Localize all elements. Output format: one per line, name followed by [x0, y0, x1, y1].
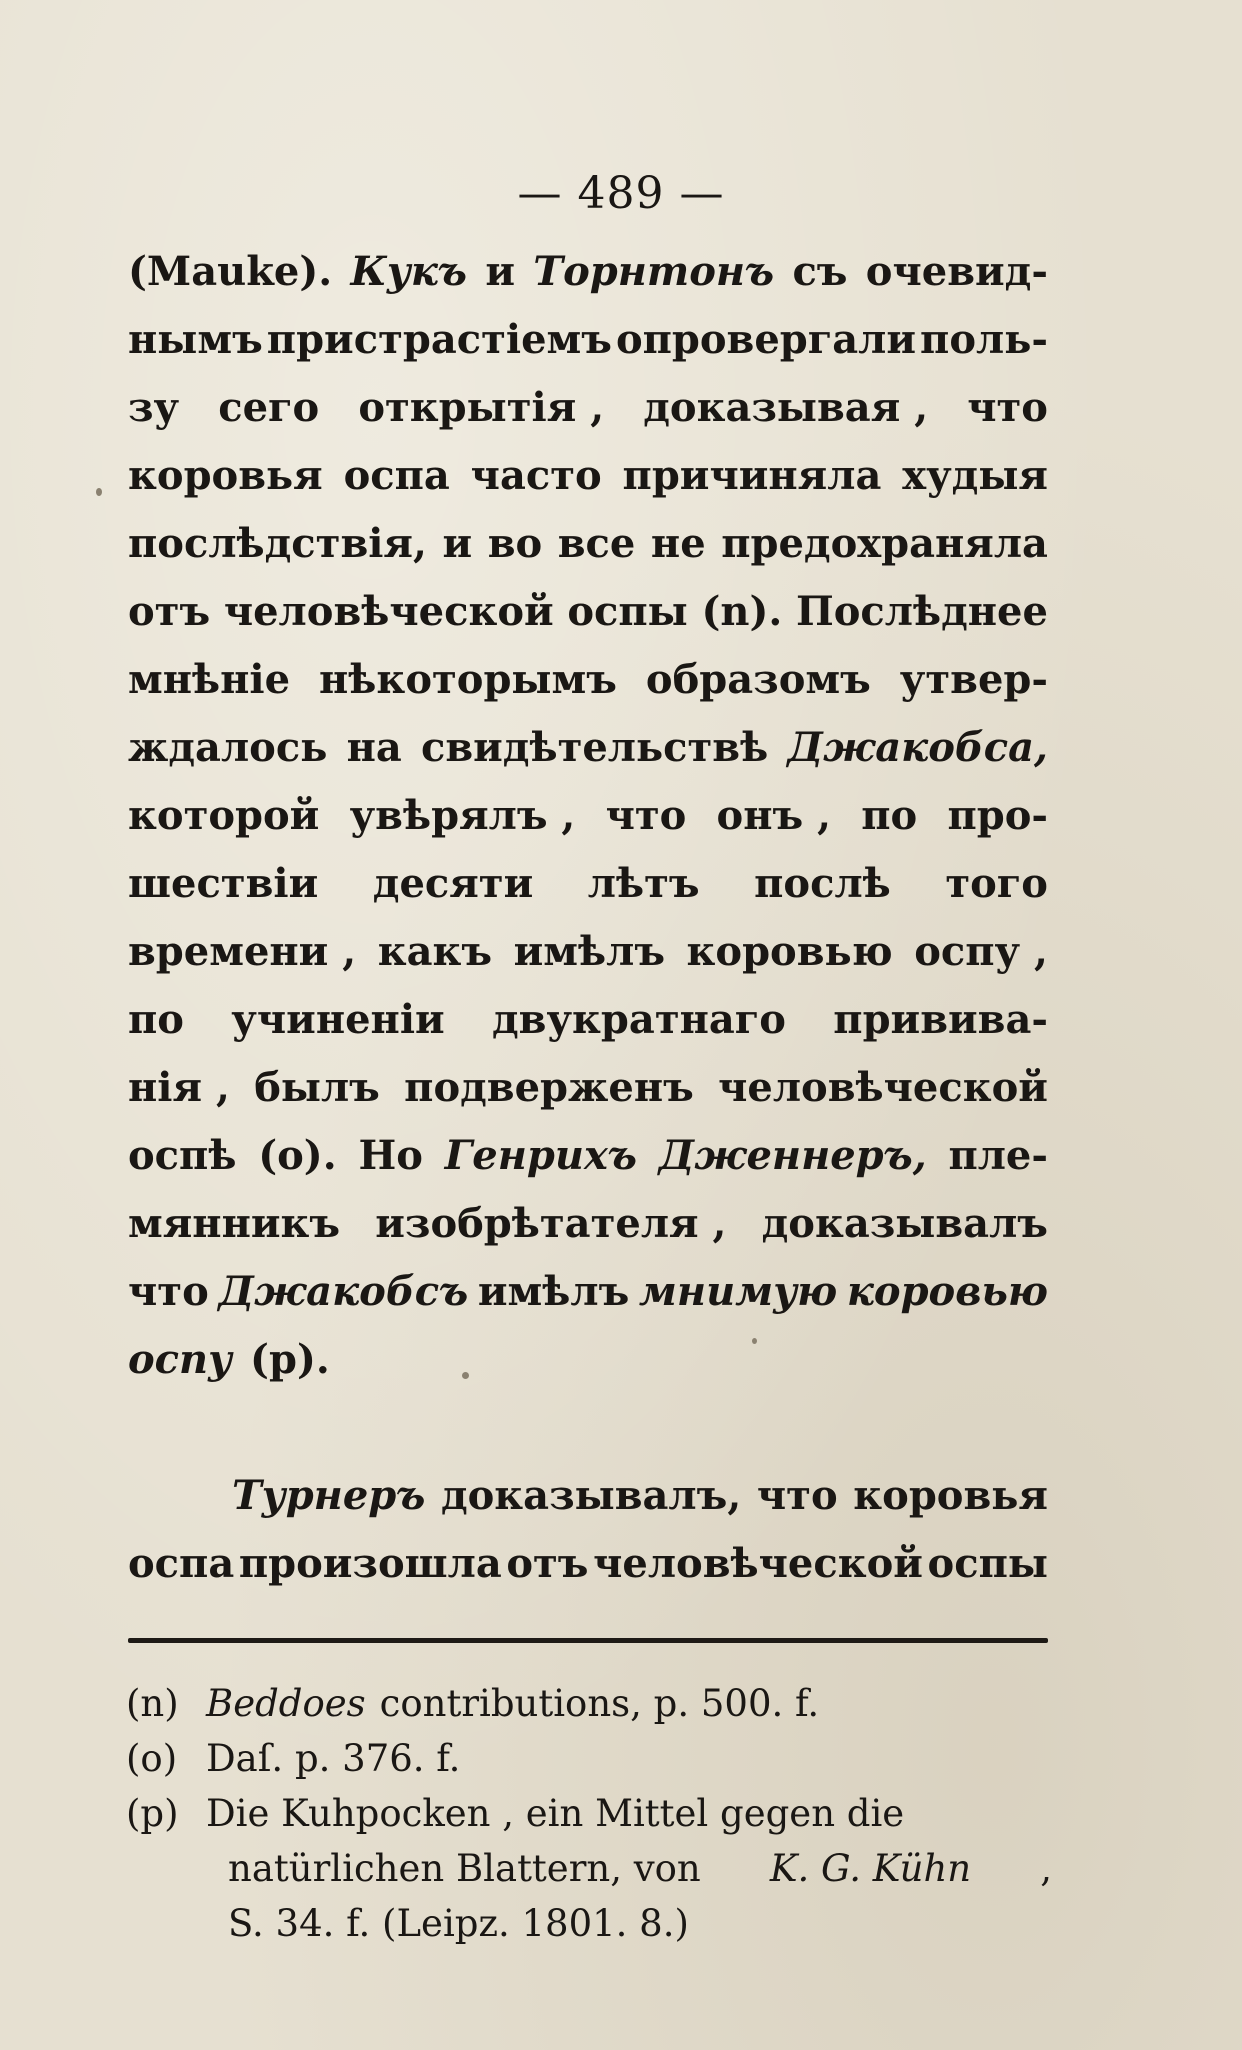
word: человѣческой	[718, 1064, 1048, 1111]
name-jacobs: Джакобсъ	[218, 1268, 469, 1315]
word: отъ	[506, 1540, 589, 1587]
word: очевид-	[865, 248, 1048, 295]
word: подверженъ	[404, 1064, 694, 1111]
text-line	[128, 918, 1048, 986]
footnote-p-continuation	[126, 1841, 1052, 1896]
footnote-text	[206, 1676, 1052, 1731]
text-line	[128, 1122, 1048, 1190]
word: оспы	[927, 1540, 1048, 1587]
word: мнѣніе	[128, 656, 291, 703]
word: имѣлъ	[477, 1268, 630, 1315]
footnote-mark: (p)	[126, 1792, 179, 1835]
page-number: — 489 —	[517, 168, 725, 219]
word: опровергали	[615, 316, 917, 363]
word: про-	[947, 792, 1048, 839]
footnote-divider	[128, 1638, 1048, 1643]
word: съ	[792, 248, 848, 295]
body-text	[128, 238, 1048, 1598]
word: послѣдствія,	[128, 520, 427, 567]
word: какъ	[377, 928, 493, 975]
text-line	[128, 510, 1048, 578]
name-henry: Генрихъ	[444, 1132, 637, 1179]
word: произошла	[238, 1540, 502, 1587]
word: открытія ,	[358, 384, 605, 431]
word: не	[650, 520, 706, 567]
footnote-citation: contributions, p. 500. f.	[379, 1682, 820, 1725]
word: по	[128, 996, 184, 1043]
footnote-text: Daſ. p. 376. f.	[206, 1737, 461, 1780]
word: что	[967, 384, 1048, 431]
word: отъ	[128, 588, 211, 635]
footnote-ref-n: (n).	[701, 588, 783, 635]
word: доказывалъ,	[440, 1472, 742, 1519]
word: десяти	[372, 860, 534, 907]
word: человѣческой	[593, 1540, 923, 1587]
footnote-p	[126, 1786, 1052, 1841]
word: онъ ,	[716, 792, 832, 839]
word: зу	[128, 384, 180, 431]
footnote-p-continuation	[126, 1896, 1052, 1951]
footnote-punct: ,	[1040, 1847, 1052, 1890]
word: свидѣтельствѣ	[420, 724, 769, 771]
footnote-text: Die Kuhpocken , ein Mittel gegen die	[206, 1792, 905, 1835]
word: нымъ	[128, 316, 263, 363]
name-turner: Турнеръ	[232, 1472, 426, 1519]
footnote-author: K. G. Kühn	[769, 1847, 972, 1890]
text-line	[128, 238, 1048, 306]
name-jacobs: Джакобса,	[787, 724, 1048, 771]
word: нѣкоторымъ	[319, 656, 617, 703]
text-line	[128, 850, 1048, 918]
word: коровья	[128, 452, 323, 499]
word: образомъ	[645, 656, 871, 703]
text-line	[128, 374, 1048, 442]
word: оспѣ	[128, 1132, 237, 1179]
footnotes	[126, 1676, 1052, 1951]
text-line	[128, 1054, 1048, 1122]
footnote-author: Beddoes	[206, 1682, 366, 1725]
footnote-mark: (o)	[126, 1737, 178, 1780]
word: утвер-	[899, 656, 1048, 703]
italic-word: мнимую	[638, 1268, 838, 1315]
word: что	[128, 1268, 209, 1315]
word: учиненіи	[231, 996, 445, 1043]
word: человѣческой	[223, 588, 554, 635]
word: того	[945, 860, 1048, 907]
text-line	[128, 1190, 1048, 1258]
word: по	[861, 792, 918, 839]
word: на	[346, 724, 402, 771]
word: лѣтъ	[587, 860, 700, 907]
text-line	[128, 714, 1048, 782]
name-jenner: Дженнеръ,	[658, 1132, 927, 1179]
word: все	[557, 520, 636, 567]
text-line	[128, 1462, 1048, 1530]
word: двукратнаго	[491, 996, 786, 1043]
word: во	[487, 520, 543, 567]
word: которой	[128, 792, 320, 839]
word: сего	[218, 384, 320, 431]
word: времени ,	[128, 928, 357, 975]
word: нія ,	[128, 1064, 230, 1111]
text-line	[128, 986, 1048, 1054]
footnote-text: S. 34. f. (Leipz. 1801. 8.)	[228, 1902, 689, 1945]
word: оспы	[567, 588, 688, 635]
word: пле-	[948, 1132, 1048, 1179]
paper-speck	[96, 488, 102, 496]
word: и	[485, 248, 515, 295]
word: шествіи	[128, 860, 319, 907]
italic-word: коровью	[846, 1268, 1048, 1315]
text-line	[128, 578, 1048, 646]
word: и	[442, 520, 473, 567]
text-line	[128, 1258, 1048, 1326]
word: доказывалъ	[761, 1200, 1048, 1247]
word: изобрѣтателя ,	[375, 1200, 727, 1247]
word: часто	[470, 452, 602, 499]
word: что	[756, 1472, 838, 1519]
word: увѣрялъ ,	[349, 792, 576, 839]
word: поль-	[920, 316, 1048, 363]
word: худыя	[902, 452, 1048, 499]
text-line	[128, 782, 1048, 850]
text-line	[128, 646, 1048, 714]
word: привива-	[833, 996, 1048, 1043]
word: причиняла	[622, 452, 882, 499]
word: Послѣднее	[795, 588, 1048, 635]
footnote-text: natürlichen Blattern, von	[228, 1847, 701, 1890]
word: что	[605, 792, 687, 839]
word: коровья	[853, 1472, 1048, 1519]
word: доказывая ,	[643, 384, 929, 431]
footnote-o	[126, 1731, 1052, 1786]
footnote-ref-o: (o).	[258, 1132, 337, 1179]
text-line	[128, 1530, 1048, 1598]
word: мянникъ	[128, 1200, 341, 1247]
word: (Mauke).	[128, 248, 333, 295]
footnote-n	[126, 1676, 1052, 1731]
word: Но	[358, 1132, 423, 1179]
name-thornton: Торнтонъ	[533, 248, 775, 295]
word: предохраняла	[721, 520, 1048, 567]
footnote-mark: (n)	[126, 1682, 179, 1725]
name-cook: Кукъ	[350, 248, 467, 295]
word: ждалось	[128, 724, 328, 771]
word: оспа	[128, 1540, 235, 1587]
word: оспа	[343, 452, 450, 499]
italic-word: оспу	[128, 1336, 233, 1383]
word: былъ	[254, 1064, 380, 1111]
paragraph-gap	[128, 1394, 1048, 1462]
text-line	[128, 442, 1048, 510]
text-line	[128, 1326, 1048, 1394]
word: коровью	[686, 928, 893, 975]
word: послѣ	[754, 860, 891, 907]
text-line	[128, 306, 1048, 374]
word: пристрастіемъ	[266, 316, 612, 363]
word: оспу ,	[914, 928, 1048, 975]
footnote-ref-p: (p).	[250, 1336, 330, 1383]
word: имѣлъ	[513, 928, 666, 975]
